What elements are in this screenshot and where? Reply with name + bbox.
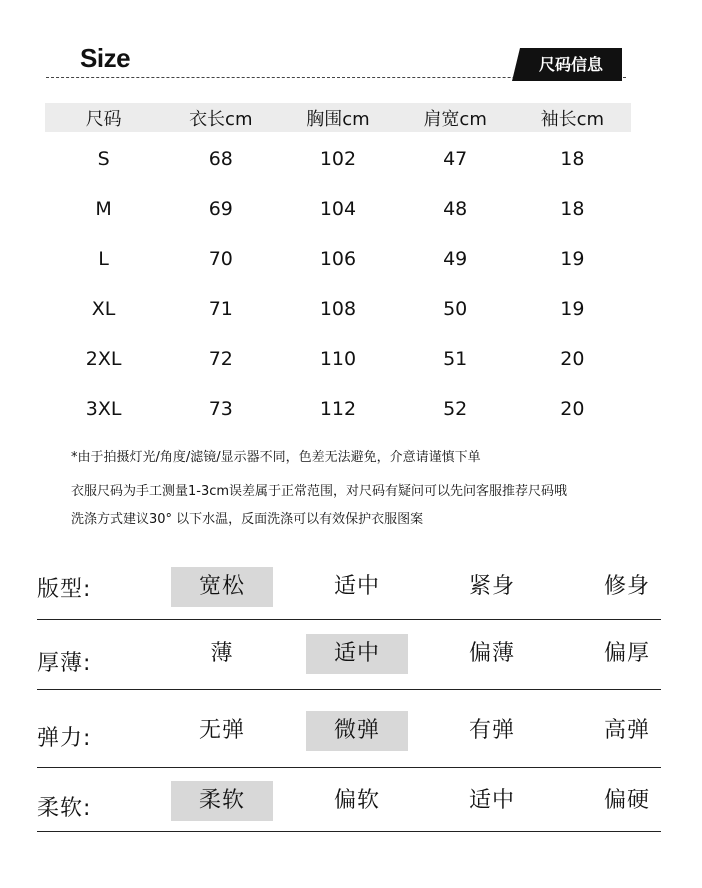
attribute-option-selected: 微弹 — [306, 711, 408, 751]
table-row — [45, 234, 631, 284]
attribute-row-thickness — [37, 633, 661, 675]
sleeve-cell: 20 — [560, 398, 585, 420]
length-cell: 71 — [208, 298, 233, 320]
row-divider — [37, 689, 661, 690]
sleeve-cell: 20 — [560, 348, 585, 370]
color-disclaimer-note: *由于拍摄灯光/角度/滤镜/显示器不同，色差无法避免，介意请谨慎下单 — [71, 450, 481, 465]
column-header: 肩宽cm — [423, 108, 487, 130]
table-row — [45, 184, 631, 234]
attribute-row-fit — [37, 566, 661, 608]
shoulder-cell: 51 — [443, 348, 468, 370]
size-info-badge — [512, 48, 622, 81]
attribute-option: 有弹 — [468, 718, 515, 743]
size-table-body — [45, 132, 631, 434]
size-info-badge-label: 尺码信息 — [538, 55, 603, 74]
sleeve-cell: 18 — [560, 198, 585, 220]
attribute-option: 偏薄 — [468, 641, 515, 666]
attribute-option: 高弹 — [603, 718, 650, 743]
length-cell: 70 — [208, 248, 233, 270]
attribute-option: 适中 — [468, 788, 515, 813]
attribute-row-softness — [37, 781, 661, 823]
row-divider — [37, 619, 661, 620]
length-cell: 69 — [208, 198, 233, 220]
chest-cell: 106 — [319, 248, 357, 270]
shoulder-cell: 52 — [443, 398, 468, 420]
column-header: 尺码 — [85, 108, 122, 130]
attribute-label: 柔软: — [37, 796, 92, 821]
row-divider — [37, 767, 661, 768]
chest-cell: 102 — [319, 148, 357, 170]
table-row — [45, 334, 631, 384]
attribute-option: 偏硬 — [603, 788, 650, 813]
size-table — [45, 103, 631, 434]
attribute-option: 紧身 — [468, 574, 515, 599]
row-divider — [37, 831, 661, 832]
attribute-label: 厚薄: — [37, 651, 92, 676]
size-cell: S — [97, 148, 110, 170]
attribute-option-selected: 适中 — [306, 634, 408, 674]
shoulder-cell: 48 — [443, 198, 468, 220]
length-cell: 72 — [208, 348, 233, 370]
attribute-option: 适中 — [333, 574, 380, 599]
attribute-option: 无弹 — [198, 718, 245, 743]
chest-cell: 104 — [319, 198, 357, 220]
sleeve-cell: 19 — [560, 248, 585, 270]
sleeve-cell: 18 — [560, 148, 585, 170]
attribute-option-selected: 柔软 — [171, 781, 273, 821]
column-header: 衣长cm — [189, 108, 253, 130]
chest-cell: 110 — [319, 348, 357, 370]
shoulder-cell: 49 — [443, 248, 468, 270]
shoulder-cell: 47 — [443, 148, 468, 170]
attribute-label: 版型: — [37, 577, 92, 602]
length-cell: 73 — [208, 398, 233, 420]
size-cell: 2XL — [85, 348, 122, 370]
attribute-option: 修身 — [603, 574, 650, 599]
size-title: Size — [80, 43, 131, 73]
attribute-option: 薄 — [210, 641, 234, 666]
size-cell: M — [95, 198, 112, 220]
table-row — [45, 284, 631, 334]
attribute-option-selected: 宽松 — [171, 567, 273, 607]
measurement-note: 衣服尺码为手工测量1-3cm误差属于正常范围，对尺码有疑问可以先问客服推荐尺码哦 — [71, 484, 568, 499]
attribute-row-elasticity — [37, 711, 661, 753]
size-cell: XL — [91, 298, 116, 320]
length-cell: 68 — [208, 148, 233, 170]
column-header: 胸围cm — [306, 108, 370, 130]
column-header: 袖长cm — [540, 108, 605, 130]
chest-cell: 112 — [319, 398, 357, 420]
shoulder-cell: 50 — [443, 298, 468, 320]
table-row — [45, 384, 631, 434]
size-table-header — [45, 103, 631, 132]
attribute-option: 偏软 — [333, 788, 380, 813]
table-row — [45, 134, 631, 184]
washing-note: 洗涤方式建议30° 以下水温，反面洗涤可以有效保护衣服图案 — [71, 512, 424, 527]
attribute-option: 偏厚 — [603, 641, 650, 666]
chest-cell: 108 — [319, 298, 357, 320]
size-cell: L — [98, 248, 109, 270]
sleeve-cell: 19 — [560, 298, 585, 320]
size-cell: 3XL — [85, 398, 122, 420]
attribute-label: 弹力: — [37, 726, 92, 751]
